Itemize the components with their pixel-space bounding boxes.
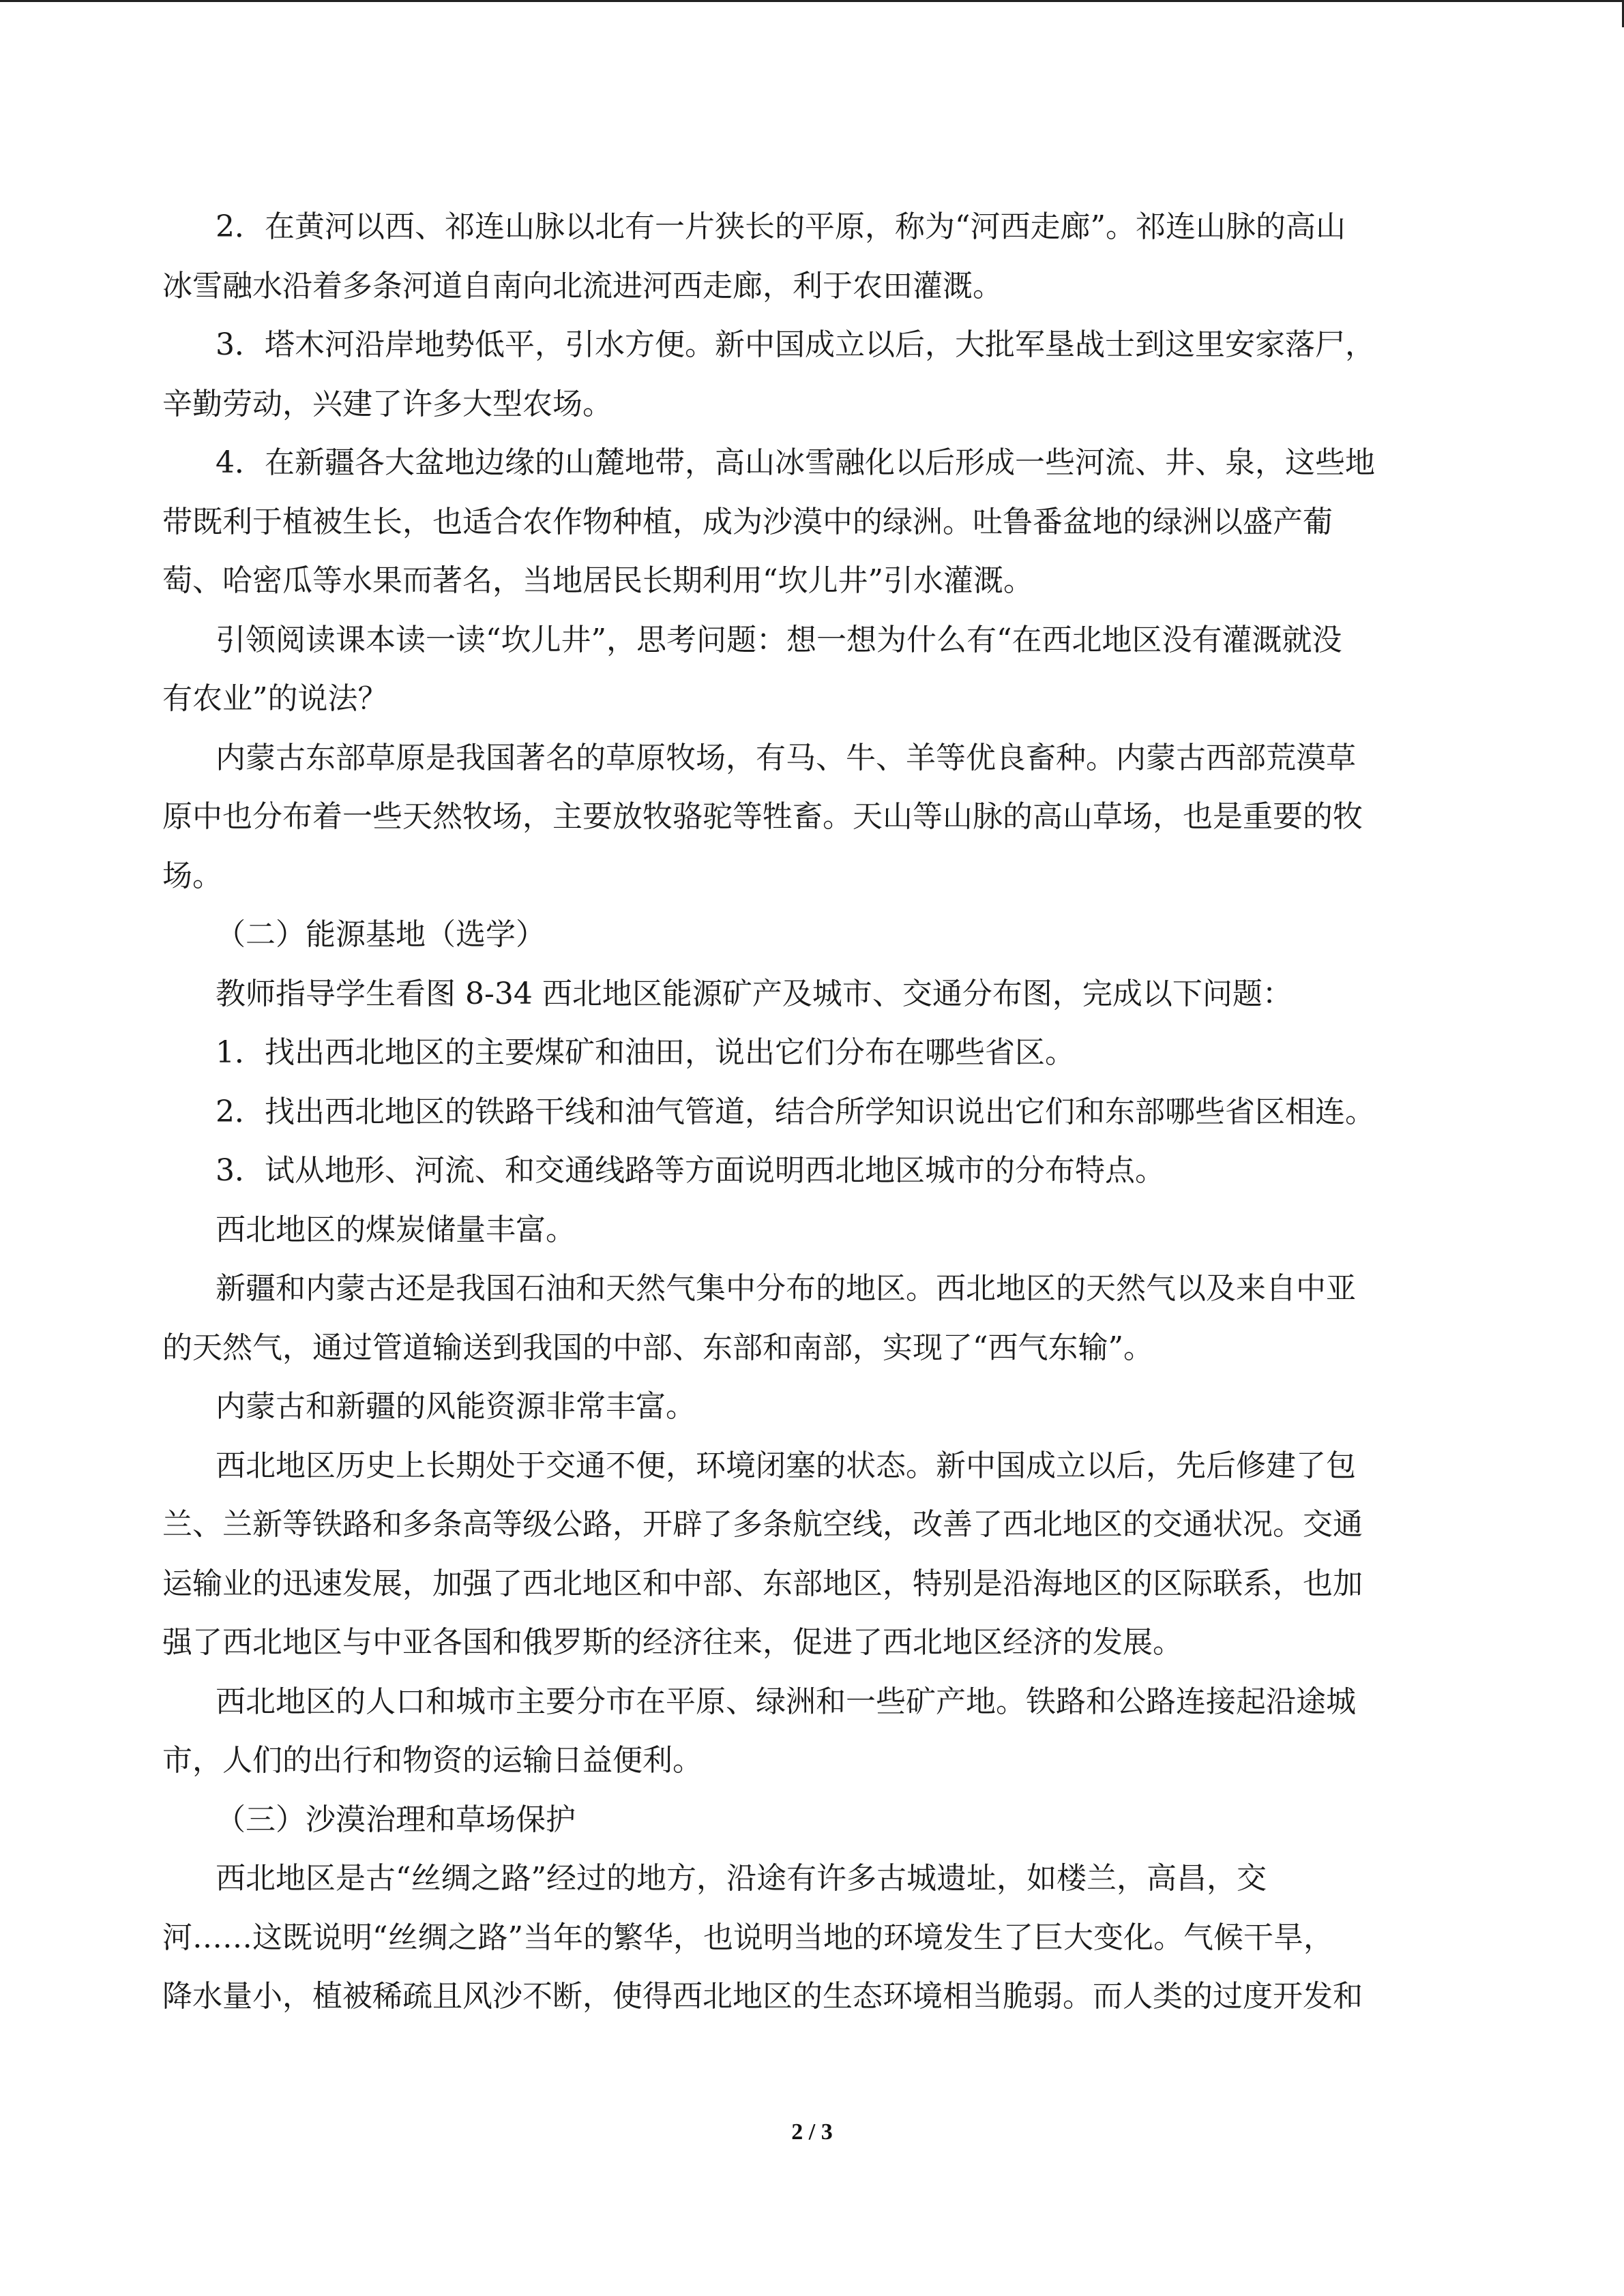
- text-line: 内蒙古和新疆的风能资源非常丰富。: [216, 1389, 696, 1424]
- text-line: 西北地区历史上长期处于交通不便，环境闭塞的状态。新中国成立以后，先后修建了包: [216, 1448, 1356, 1483]
- text-line: 萄、哈密瓜等水果而著名，当地居民长期利用“坎儿井”引水灌溉。: [162, 563, 1033, 598]
- text-line: 河……这既说明“丝绸之路”当年的繁华，也说明当地的环境发生了巨大变化。气候干旱，: [162, 1920, 1333, 1955]
- text-line: 教师指导学生看图 8-34 西北地区能源矿产及城市、交通分布图，完成以下问题：: [216, 976, 1293, 1011]
- text-line: 场。: [162, 858, 222, 893]
- text-line: 3．试从地形、河流、和交通线路等方面说明西北地区城市的分布特点。: [216, 1153, 1165, 1188]
- text-line: 4．在新疆各大盆地边缘的山麓地带，高山冰雪融化以后形成一些河流、井、泉，这些地: [216, 445, 1375, 480]
- text-line: （二）能源基地（选学）: [216, 917, 546, 952]
- text-line: 2．找出西北地区的铁路干线和油气管道，结合所学知识说出它们和东部哪些省区相连。: [216, 1094, 1375, 1129]
- text-line: 有农业”的说法？: [162, 681, 388, 716]
- text-line: 引领阅读课本读一读“坎儿井”，思考问题：想一想为什么有“在西北地区没有灌溉就没: [216, 622, 1342, 657]
- text-line: 原中也分布着一些天然牧场，主要放牧骆驼等牲畜。天山等山脉的高山草场，也是重要的牧: [162, 799, 1363, 834]
- text-line: 新疆和内蒙古还是我国石油和天然气集中分布的地区。西北地区的天然气以及来自中亚: [216, 1271, 1356, 1306]
- text-line: 的天然气，通过管道输送到我国的中部、东部和南部，实现了“西气东输”。: [162, 1330, 1153, 1365]
- document-body: [162, 198, 1479, 2027]
- text-line: 内蒙古东部草原是我国著名的草原牧场，有马、牛、羊等优良畜种。内蒙古西部荒漠草: [216, 740, 1356, 775]
- text-line: 冰雪融水沿着多条河道自南向北流进河西走廊，利于农田灌溉。: [162, 268, 1003, 303]
- text-line: 2．在黄河以西、祁连山脉以北有一片狭长的平原，称为“河西走廊”。祁连山脉的高山: [216, 209, 1346, 244]
- text-line: 强了西北地区与中亚各国和俄罗斯的经济往来，促进了西北地区经济的发展。: [162, 1625, 1183, 1660]
- text-line: 西北地区的煤炭储量丰富。: [216, 1212, 576, 1247]
- text-line: 兰、兰新等铁路和多条高等级公路，开辟了多条航空线，改善了西北地区的交通状况。交通: [162, 1507, 1363, 1542]
- text-line: 运输业的迅速发展，加强了西北地区和中部、东部地区，特别是沿海地区的区际联系，也加: [162, 1566, 1363, 1601]
- text-line: （三）沙漠治理和草场保护: [216, 1802, 576, 1837]
- text-line: 市，人们的出行和物资的运输日益便利。: [162, 1743, 703, 1778]
- text-line: 西北地区的人口和城市主要分市在平原、绿洲和一些矿产地。铁路和公路连接起沿途城: [216, 1684, 1356, 1719]
- text-line: 带既利于植被生长，也适合农作物种植，成为沙漠中的绿洲。吐鲁番盆地的绿洲以盛产葡: [162, 504, 1333, 539]
- text-line: 西北地区是古“丝绸之路”经过的地方，沿途有许多古城遗址，如楼兰，高昌，交: [216, 1861, 1267, 1896]
- text-line: 3．塔木河沿岸地势低平，引水方便。新中国成立以后，大批军垦战士到这里安家落尸，: [216, 327, 1375, 362]
- text-line: 辛勤劳动，兴建了许多大型农场。: [162, 386, 612, 421]
- page-number: 2 / 3: [791, 2119, 833, 2145]
- text-line: 降水量小，植被稀疏且风沙不断，使得西北地区的生态环境相当脆弱。而人类的过度开发和: [162, 1979, 1363, 2014]
- page-top-border: [0, 0, 1624, 2]
- text-line: 1．找出西北地区的主要煤矿和油田，说出它们分布在哪些省区。: [216, 1035, 1075, 1070]
